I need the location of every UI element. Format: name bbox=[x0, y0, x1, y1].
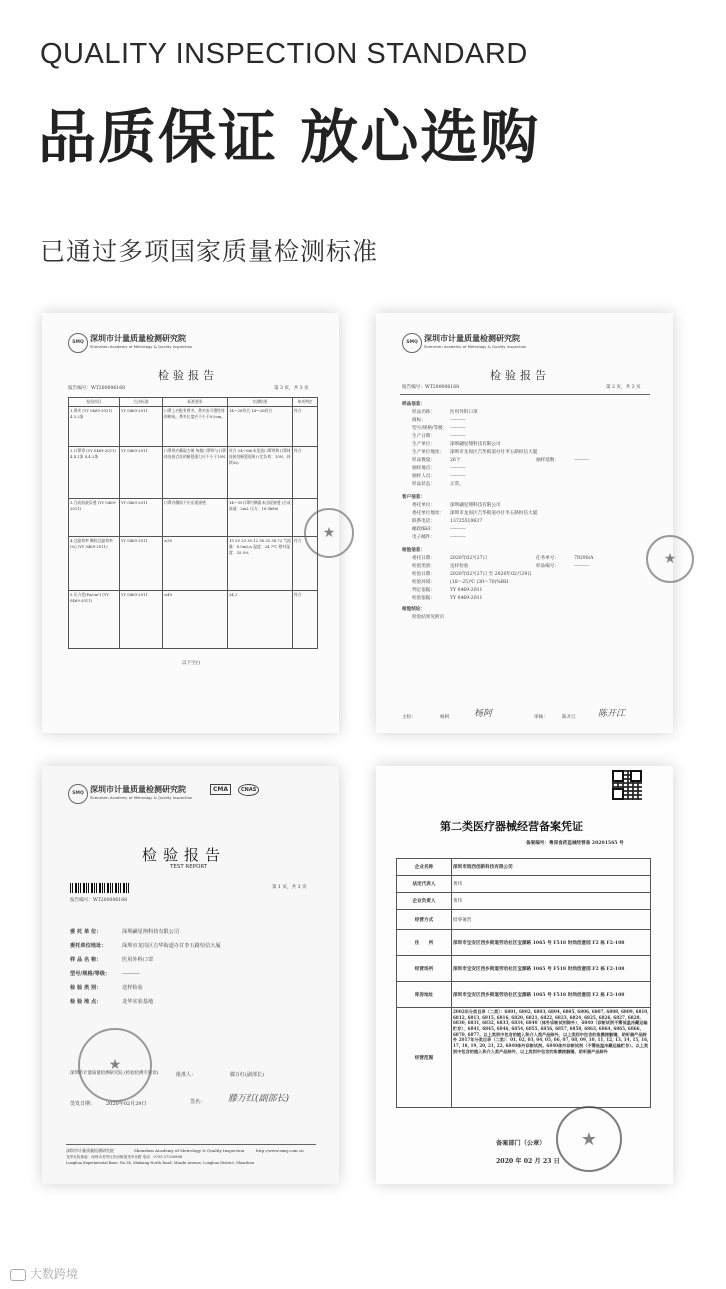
table-cell: 2.口罩带 (YY 0469-2011) 4.4.1条 4.4.2条 bbox=[69, 447, 120, 499]
section-sample: 样品信息： bbox=[402, 402, 425, 407]
field-row: 委托单位地址： 深圳市龙岗区吉华街道办甘李五路恒信大厦 bbox=[70, 943, 221, 949]
field-row: 邮政编码： ---------- bbox=[412, 527, 466, 532]
barcode bbox=[70, 883, 130, 893]
reviewer-label: 审核： bbox=[534, 715, 548, 720]
table-row bbox=[69, 447, 318, 499]
field-row: 任务单号： 79290/A bbox=[536, 556, 594, 561]
field-row: 生产日期： ---------- bbox=[412, 434, 466, 439]
field-row: 型号/规格/等级： ---------- bbox=[70, 971, 140, 977]
field-row: 判定依据： YY 0469-2011 bbox=[412, 588, 483, 593]
table-row bbox=[397, 876, 651, 893]
header-subtitle: 已通过多项国家质量检测标准 bbox=[40, 237, 379, 266]
official-stamp bbox=[304, 508, 354, 558]
institute-name-en: Shenzhen Academy of Metrology & Quality Inspection bbox=[90, 344, 193, 349]
footer-institute-en: Shenzhen Academy of Metrology & Quality Inspection bbox=[134, 1148, 245, 1153]
table-row bbox=[397, 859, 651, 876]
table-header-cell: 方法标准 bbox=[120, 398, 163, 407]
table-row bbox=[397, 956, 651, 982]
table-cell: 住 所 bbox=[397, 930, 452, 956]
watermark bbox=[10, 1265, 78, 1282]
table-row bbox=[69, 499, 318, 537]
smq-logo: SMQ bbox=[402, 333, 422, 353]
field-row: 生产单位地址： 深圳市龙岗区吉华街道办甘李五路恒信大厦 bbox=[412, 450, 538, 455]
record-certificate bbox=[376, 766, 673, 1184]
table-header-cell: 实测结果 bbox=[228, 398, 293, 407]
table-cell: 批零兼营 bbox=[452, 910, 651, 930]
field-row: 委 托 单 位： 深圳翩星翔科技有限公司 bbox=[70, 929, 180, 935]
conclusion-text: 检验结果见附页 bbox=[412, 615, 445, 620]
field-row: 抽样人员： ---------- bbox=[412, 474, 466, 479]
table-cell: ≥30 bbox=[163, 537, 228, 591]
section-test: 检验信息： bbox=[402, 548, 425, 553]
table-footer-note: 以下空白 bbox=[182, 661, 201, 666]
cnas-badge: CNAS bbox=[238, 784, 259, 796]
table-header-cell: 单项判定 bbox=[293, 398, 318, 407]
issue-date: 2020年02月29日 bbox=[106, 1101, 147, 1107]
table-cell: 14～26符合 14～26符合 bbox=[228, 407, 293, 447]
table-cell: 14～39口罩内侧面未出现渗透 (合成血液：2mL 压力：16.0kPa) bbox=[228, 499, 293, 537]
qr-corner bbox=[612, 770, 624, 782]
table-row bbox=[69, 407, 318, 447]
sign-label: 签名： bbox=[190, 1099, 206, 1105]
reviewer-signature: 陈开江 bbox=[598, 709, 626, 719]
table-header-cell: 标准要求 bbox=[163, 398, 228, 407]
table-cell: YY 0469-2011 bbox=[120, 499, 163, 537]
main-inspector-signature: 杨阿 bbox=[474, 709, 493, 719]
section-client: 客户信息： bbox=[402, 495, 425, 500]
field-row: 样品编号： ---------- bbox=[536, 564, 590, 569]
field-row: 检验依据： YY 0469-2011 bbox=[412, 596, 483, 601]
report-number: 报告编号：WT200006168 bbox=[68, 386, 126, 391]
report-page-3 bbox=[42, 313, 339, 733]
table-cell: 黄伟 bbox=[452, 893, 651, 910]
table-cell: 经营场所 bbox=[397, 956, 452, 982]
certificate-table bbox=[396, 858, 651, 1108]
stamp-text: 深圳市计量质量检测研究院 (检验检测专用章) bbox=[70, 1071, 159, 1076]
footer-address: 龙华实验基地：深圳市龙华区民治街道龙华北路 电话：0755-27530888 bbox=[66, 1155, 183, 1159]
record-department: 备案部门（公章） bbox=[496, 1140, 546, 1147]
institute-name: 深圳市计量质量检测研究院 bbox=[90, 785, 186, 794]
header-title-cn: 品质保证 放心选购 bbox=[38, 103, 541, 171]
table-cell: YY 0469-2011 bbox=[120, 407, 163, 447]
smq-logo: SMQ bbox=[68, 784, 88, 804]
watermark-text: 大数跨境 bbox=[30, 1267, 79, 1281]
field-row: 检 验 地 点： 龙华实验基地 bbox=[70, 999, 154, 1005]
institute-name-en: Shenzhen Academy of Metrology & Quality Inspection bbox=[424, 344, 527, 349]
field-row: 联系电话： 13725510637 bbox=[412, 519, 483, 524]
record-date: 2020 年 02 月 23 日 bbox=[496, 1158, 560, 1165]
report-title-en: TEST REPORT bbox=[170, 864, 208, 870]
table-header-cell: 检验项目 bbox=[69, 398, 120, 407]
field-row: 委托单位地址： 深圳市龙岗区吉华街道办甘李五路恒信大厦 bbox=[412, 511, 538, 516]
table-cell: 企业负责人 bbox=[397, 893, 452, 910]
table-cell: 口罩内侧面不应出现渗透 bbox=[163, 499, 228, 537]
field-row: 电子邮件： ---------- bbox=[412, 535, 466, 540]
table-cell: 深圳市宝安区西乡街道劳动社区宝源路 1065 号 F518 时尚创意园 F2 栋 F2-108 bbox=[452, 956, 651, 982]
field-row: 检验日期： 2020年02月27日 至 2020年02月29日 bbox=[412, 572, 532, 577]
star-icon: ★ bbox=[580, 1128, 598, 1150]
table-cell: 经营范围 bbox=[397, 1008, 452, 1108]
field-row: 委托日期： 2020年02月27日 bbox=[412, 556, 488, 561]
table-row bbox=[397, 910, 651, 930]
table-cell: 深圳市宝安区西乡街道劳动社区宝源路 1065 号 F518 时尚创意园 F2 栋 F2-108 bbox=[452, 982, 651, 1008]
field-row: 抽样基数： ---------- bbox=[536, 458, 590, 463]
table-row bbox=[397, 1008, 651, 1108]
table-cell: ≤49 bbox=[163, 591, 228, 649]
report-title: 检验报告 bbox=[142, 846, 227, 864]
table-cell: 库房地址 bbox=[397, 982, 452, 1008]
official-stamp bbox=[646, 535, 694, 583]
table-row bbox=[69, 591, 318, 649]
certificate-title: 第二类医疗器械经营备案凭证 bbox=[440, 820, 583, 833]
field-row: 样品数量： 26个 bbox=[412, 458, 461, 463]
table-cell: 经营方式 bbox=[397, 910, 452, 930]
report-page-2 bbox=[376, 313, 677, 733]
approver-label: 批准人： bbox=[176, 1072, 197, 1078]
table-cell: 符合 24～66(未见流口罩带和口罩体连接处断裂现象) (定负荷：10N，持续5s) bbox=[228, 447, 293, 499]
institute-name: 深圳市计量质量检测研究院 bbox=[424, 334, 520, 343]
main-inspector-label: 主检： bbox=[402, 715, 416, 720]
table-cell: 19 20 20 30.12 36.35 36.72 气流量：8.5mL/s 温度：24.7℃ 相对湿度：35.0% bbox=[228, 537, 293, 591]
star-icon: ★ bbox=[108, 1057, 122, 1073]
table-cell: 4.过滤效率 颗粒过滤效率(%) (YY 0469-2011) bbox=[69, 537, 120, 591]
report-title: 检验报告 bbox=[490, 369, 550, 382]
smq-logo: SMQ bbox=[68, 333, 88, 353]
field-row: 样品状态： 正常。 bbox=[412, 482, 464, 487]
table-cell: 口罩带应戴取方便 每根口罩带与口罩体连接点处的断裂强力应不小于10N bbox=[163, 447, 228, 499]
cma-badge: CMA bbox=[210, 784, 231, 795]
page-number: 第 2 页，共 3 页 bbox=[606, 385, 641, 390]
page-number: 第 1 页，共 3 页 bbox=[272, 885, 307, 890]
field-row: 型号/规格/等级： ---------- bbox=[412, 426, 466, 431]
report-cover bbox=[42, 766, 339, 1184]
institute-name-en: Shenzhen Academy of Metrology & Quality Inspection bbox=[90, 795, 193, 800]
issue-date-label: 签发日期： bbox=[70, 1101, 96, 1107]
table-cell: 法定代表人 bbox=[397, 876, 452, 893]
table-row bbox=[397, 982, 651, 1008]
table-cell: 符合 bbox=[293, 591, 318, 649]
field-row: 样品名称： 医用外科口罩 bbox=[412, 410, 478, 415]
field-row: 检验类别： 送样检验 bbox=[412, 564, 469, 569]
header-title-en: QUALITY INSPECTION STANDARD bbox=[40, 38, 528, 70]
table-cell: 1.鼻夹 (YY 0469-2011) 4.3.2条 bbox=[69, 407, 120, 447]
report-title: 检验报告 bbox=[158, 369, 218, 382]
table-header-row bbox=[69, 398, 318, 407]
table-cell: 黄伟 bbox=[452, 876, 651, 893]
results-table bbox=[68, 397, 318, 649]
field-row: 委托单位： 深圳翩星翔科技有限公司 bbox=[412, 503, 501, 508]
table-cell: 2002年分类目录（二类）：6801, 6802, 6803, 6804, 6805, 6806, 6807, 6808, 6809, 6810, 6812, 6813, 6815, 6816, 6820, 6821, 6822, 6823, 6824, 6825, 6826, 6827, 6828, 6830, 6831, 6832, 6833, 6834, 6840（体外诊断试剂除外），6840（诊断试剂不需低温冷藏运输贮存），6841, 6845, 6846, 6854, 6855, 6856, 6857, 6858, 6863, 6864, 6865, 6866, 6870, 6877。以上类别中包含的植入和介入类产品除外，以上类别中包含的角膜接触镜、助听器产品除外 2017年分类目录（二类）：01, 02, 03, 04, 05, 06, 07, 08, 09, 10, 11, 12, 13, 14, 15, 16, 17, 18, 19, 20, 21, 22, 6840体外诊断试剂。6840体外诊断试剂（不需低温冷藏运输贮存）。以上类别中包含的植入和介入类产品除外，以上类别中包含的角膜接触镜、助听器产品除外 bbox=[452, 1008, 651, 1108]
table-cell: 3.合成血液穿透 (YY 0469-2011) bbox=[69, 499, 120, 537]
table-cell: 符合 bbox=[293, 537, 318, 591]
table-cell: YY 0469-2011 bbox=[120, 537, 163, 591]
table-cell: 深圳市琅西创新科技有限公司 bbox=[452, 859, 651, 876]
watermark-logo-icon bbox=[10, 1269, 26, 1281]
table-row bbox=[397, 893, 651, 910]
footer-address-en: Longhua Experimental Base: No.34, Minkang North Road, Minzhi Avenue, Longhua District, Shenzhen bbox=[66, 1161, 255, 1165]
page-number: 第 3 页，共 3 页 bbox=[274, 386, 309, 391]
footer-institute: 深圳市计量质量检测研究院 bbox=[66, 1148, 114, 1153]
table-cell: 深圳市宝安区西乡街道劳动社区宝源路 1065 号 F518 时尚创意园 F2 栋 F2-108 bbox=[452, 930, 651, 956]
field-row: 生产单位： 深圳翩星翔科技有限公司 bbox=[412, 442, 501, 447]
star-icon: ★ bbox=[663, 551, 677, 567]
institute-name: 深圳市计量质量检测研究院 bbox=[90, 334, 186, 343]
approver-name: 滕万红(副部长) bbox=[230, 1072, 264, 1078]
field-row: 样 品 名 称： 医用外科口罩 bbox=[70, 957, 154, 963]
report-number: 报告编号：WT200006168 bbox=[402, 385, 460, 390]
table-cell: YY 0469-2011 bbox=[120, 447, 163, 499]
table-cell: 企业名称 bbox=[397, 859, 452, 876]
star-icon: ★ bbox=[322, 525, 336, 541]
table-row bbox=[397, 930, 651, 956]
table-cell: YY 0469-2011 bbox=[120, 591, 163, 649]
qr-corner bbox=[630, 770, 642, 782]
table-cell: 34.2 bbox=[228, 591, 293, 649]
table-cell: 符合 bbox=[293, 407, 318, 447]
field-row: 检 验 类 别： 送样检验 bbox=[70, 985, 143, 991]
official-stamp bbox=[556, 1106, 622, 1172]
table-cell: 5.压力差(Pa/cm²) (YY 0469-2011) bbox=[69, 591, 120, 649]
field-row: 抽样地点： ---------- bbox=[412, 466, 466, 471]
reviewer-name: 陈开江 bbox=[562, 715, 576, 720]
record-number: 备案编号：粤深食药监械经营备 20201565 号 bbox=[526, 841, 624, 846]
field-row: 商标： ---------- bbox=[412, 418, 466, 423]
report-number: 报告编号：WT200006168 bbox=[70, 898, 128, 903]
qr-corner bbox=[612, 788, 624, 800]
official-stamp bbox=[78, 1028, 152, 1102]
signature: 滕万红(副部长) bbox=[228, 1094, 290, 1104]
footer-url[interactable]: http://www.smq.com.cn bbox=[256, 1148, 304, 1153]
section-conclusion: 检验结论： bbox=[402, 607, 425, 612]
table-row bbox=[69, 537, 318, 591]
main-inspector-name: 杨阿 bbox=[440, 715, 450, 720]
field-row: 检验环境： (18～25)℃ (30～70)%RH bbox=[412, 580, 509, 585]
table-cell: 符合 bbox=[293, 447, 318, 499]
table-cell: 口罩上应配有鼻夹，鼻夹由可塑性材料制成。鼻夹长度应不小于8.0cm。 bbox=[163, 407, 228, 447]
